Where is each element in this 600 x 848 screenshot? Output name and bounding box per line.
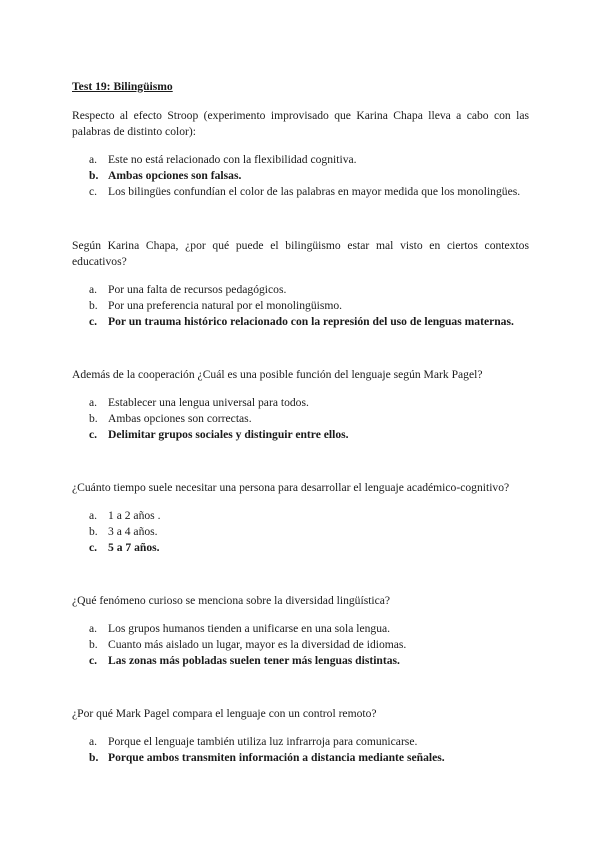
question-block — [72, 238, 529, 330]
option-text: Porque el lenguaje también utiliza luz infrarroja para comunicarse. — [108, 735, 418, 748]
option-marker: b. — [89, 412, 98, 425]
options-list — [72, 282, 529, 330]
option-item — [72, 395, 529, 411]
option-marker: a. — [89, 735, 98, 748]
test-title: Test 19: Bilingüismo — [72, 80, 173, 93]
option-item — [72, 621, 529, 637]
option-text: Establecer una lengua universal para todos. — [108, 396, 309, 409]
option-marker: c. — [89, 428, 98, 441]
question-block — [72, 593, 529, 669]
options-list — [72, 734, 529, 766]
option-item — [72, 508, 529, 524]
question-text: ¿Por qué Mark Pagel compara el lenguaje con un control remoto? — [72, 707, 377, 720]
option-text: Las zonas más pobladas suelen tener más lenguas distintas. — [108, 654, 400, 667]
question-text: Además de la cooperación ¿Cuál es una posible función del lenguaje según Mark Pagel? — [72, 368, 483, 381]
option-text: Ambas opciones son correctas. — [108, 412, 252, 425]
option-text: Porque ambos transmiten información a distancia mediante señales. — [108, 751, 445, 764]
option-text: 1 a 2 años . — [108, 509, 161, 522]
option-marker: a. — [89, 396, 98, 409]
option-marker: b. — [89, 525, 98, 538]
option-marker: c. — [89, 541, 98, 554]
option-item — [72, 524, 529, 540]
question-text: Respecto al efecto Stroop (experimento improvisado que Karina Chapa lleva a cabo con las palabras de distinto color): — [72, 109, 529, 138]
option-item-correct — [72, 314, 529, 330]
option-marker: a. — [89, 622, 98, 635]
option-marker: a. — [89, 153, 98, 166]
option-text: Por una preferencia natural por el monolingüismo. — [108, 299, 343, 312]
question-text: ¿Cuánto tiempo suele necesitar una persona para desarrollar el lenguaje académico-cognitivo? — [72, 481, 510, 494]
option-item — [72, 184, 529, 200]
option-text: Ambas opciones son falsas. — [108, 169, 242, 182]
question-block — [72, 706, 529, 766]
options-list — [72, 508, 529, 556]
option-item-correct — [72, 427, 529, 443]
question-block — [72, 108, 529, 200]
option-text: 5 a 7 años. — [108, 541, 160, 554]
option-item — [72, 734, 529, 750]
question-block — [72, 367, 529, 443]
option-item-correct — [72, 540, 529, 556]
option-text: Por un trauma histórico relacionado con la represión del uso de lenguas maternas. — [108, 315, 514, 328]
option-marker: b. — [89, 638, 98, 651]
question-block — [72, 480, 529, 556]
option-item-correct — [72, 653, 529, 669]
option-marker: c. — [89, 654, 98, 667]
option-marker: a. — [89, 283, 98, 296]
option-marker: b. — [89, 751, 99, 764]
option-text: Por una falta de recursos pedagógicos. — [108, 283, 287, 296]
option-item — [72, 637, 529, 653]
option-text: Delimitar grupos sociales y distinguir entre ellos. — [108, 428, 349, 441]
options-list — [72, 621, 529, 669]
option-marker: b. — [89, 299, 98, 312]
option-text: 3 a 4 años. — [108, 525, 158, 538]
question-text: ¿Qué fenómeno curioso se menciona sobre la diversidad lingüística? — [72, 594, 391, 607]
option-item-correct — [72, 750, 529, 766]
option-text: Los bilingües confundían el color de las palabras en mayor medida que los monolingües. — [108, 185, 521, 198]
question-text: Según Karina Chapa, ¿por qué puede el bilingüismo estar mal visto en ciertos contextos educativos? — [72, 239, 529, 268]
options-list — [72, 152, 529, 200]
option-item — [72, 152, 529, 168]
option-marker: c. — [89, 315, 98, 328]
document-page — [72, 79, 529, 766]
option-text: Este no está relacionado con la flexibilidad cognitiva. — [108, 153, 357, 166]
option-item — [72, 298, 529, 314]
option-text: Los grupos humanos tienden a unificarse en una sola lengua. — [108, 622, 391, 635]
option-marker: c. — [89, 185, 98, 198]
options-list — [72, 395, 529, 443]
option-marker: a. — [89, 509, 98, 522]
option-item — [72, 282, 529, 298]
option-item — [72, 411, 529, 427]
option-marker: b. — [89, 169, 99, 182]
option-text: Cuanto más aislado un lugar, mayor es la diversidad de idiomas. — [108, 638, 407, 651]
option-item-correct — [72, 168, 529, 184]
